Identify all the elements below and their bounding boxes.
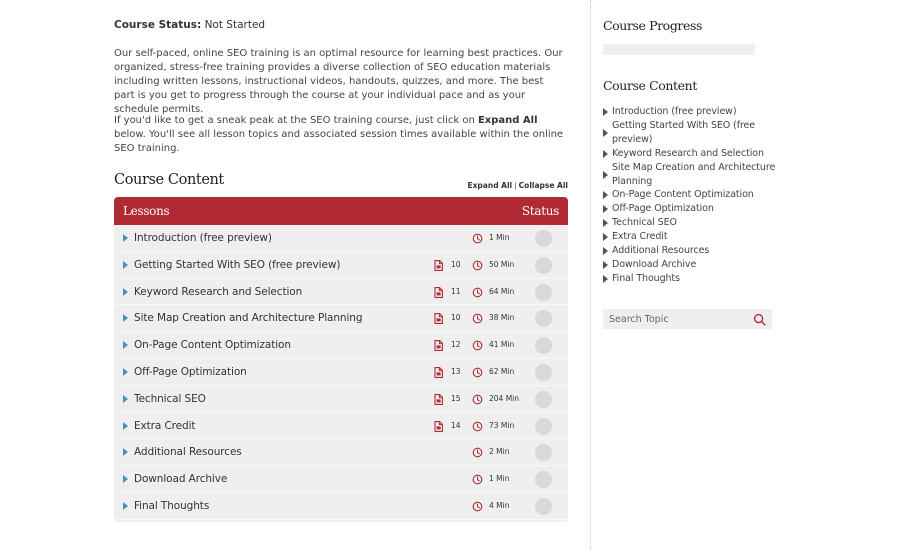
clock-icon	[472, 501, 483, 512]
lesson-title[interactable]: Additional Resources	[134, 446, 242, 459]
status-circle-icon	[535, 230, 552, 247]
document-count: 14	[451, 420, 461, 430]
course-content-title: Course Content	[114, 172, 224, 188]
lesson-row[interactable]	[114, 225, 568, 252]
lesson-row[interactable]	[114, 359, 568, 386]
status-circle-icon	[535, 257, 552, 274]
lesson-title[interactable]: Keyword Research and Selection	[134, 285, 303, 298]
sidebar-topic-item[interactable]	[603, 272, 781, 286]
expand-triangle-icon[interactable]	[123, 475, 128, 483]
status-circle-icon	[535, 444, 552, 461]
lesson-title[interactable]: Final Thoughts	[134, 499, 210, 512]
sidebar-topic-label[interactable]: Extra Credit	[612, 231, 668, 243]
expand-triangle-icon[interactable]	[123, 341, 128, 349]
lesson-duration: 62 Min	[489, 366, 515, 376]
instructions-paragraph	[114, 114, 564, 156]
sidebar-topic-label[interactable]: Off-Page Optimization	[612, 203, 714, 215]
search-icon[interactable]	[753, 313, 766, 326]
collapse-all-link[interactable]: Collapse All	[518, 181, 568, 190]
column-divider	[590, 0, 591, 550]
sidebar-topic-item[interactable]	[603, 244, 781, 258]
lesson-duration: 4 Min	[489, 500, 510, 510]
lesson-title[interactable]: Getting Started With SEO (free preview)	[134, 258, 341, 271]
sidebar-topic-item[interactable]	[603, 230, 781, 244]
document-count: 10	[451, 313, 461, 323]
clock-icon	[472, 340, 483, 351]
lesson-title[interactable]: Technical SEO	[134, 392, 206, 405]
sidebar-topic-item[interactable]	[603, 188, 781, 202]
intro-paragraph: Our self-paced, online SEO training is an optimal resource for learning best practices. Our organized, stress-free training provides a diverse collection of SEO education materials including written lessons, instructional videos, handouts, quizzes, and more. The best part is you get to progress through the course at your individual pace and as your schedule permits.	[114, 48, 563, 115]
clock-icon	[472, 233, 483, 244]
document-icon	[434, 313, 443, 324]
sidebar-topic-item[interactable]	[603, 216, 781, 230]
status-circle-icon	[535, 498, 552, 515]
sidebar-topic-label[interactable]: Introduction (free preview)	[612, 106, 737, 117]
lesson-row[interactable]	[114, 279, 568, 306]
document-icon	[434, 340, 443, 351]
link-separator: |	[514, 181, 517, 190]
lesson-row[interactable]	[114, 466, 568, 493]
expand-triangle-icon[interactable]	[123, 395, 128, 403]
document-count: 11	[451, 286, 461, 296]
clock-icon	[472, 287, 483, 298]
lesson-title[interactable]: Download Archive	[134, 473, 228, 486]
lesson-duration: 1 Min	[489, 474, 510, 484]
sidebar-topic-item[interactable]	[603, 258, 781, 272]
clock-icon	[472, 313, 483, 324]
lesson-duration: 64 Min	[489, 286, 515, 296]
clock-icon	[472, 260, 483, 271]
lesson-duration: 73 Min	[489, 420, 515, 430]
expand-collapse-links	[467, 181, 568, 190]
status-circle-icon	[535, 418, 552, 435]
sidebar-topic-item[interactable]	[603, 202, 781, 216]
triangle-right-icon	[603, 247, 608, 255]
instructions-expand-all-text: Expand All	[477, 115, 538, 126]
document-count: 13	[451, 366, 461, 376]
header-status: Status	[521, 204, 559, 218]
sidebar-content-title: Course Content	[603, 78, 697, 93]
lesson-row[interactable]	[114, 439, 568, 466]
sidebar-topic-list	[603, 105, 781, 286]
expand-triangle-icon[interactable]	[123, 502, 128, 510]
search-box	[603, 309, 772, 329]
triangle-right-icon	[603, 171, 608, 179]
lesson-title[interactable]: Introduction (free preview)	[134, 232, 272, 244]
document-count: 10	[451, 259, 461, 269]
document-count: 15	[451, 393, 461, 403]
lesson-row[interactable]	[114, 252, 568, 279]
lesson-duration: 1 Min	[489, 233, 510, 242]
triangle-right-icon	[603, 261, 608, 269]
status-circle-icon	[535, 337, 552, 354]
course-status-value: Not Started	[204, 19, 266, 31]
lesson-row[interactable]	[114, 305, 568, 332]
expand-triangle-icon[interactable]	[123, 234, 128, 242]
instructions-text-end: below. You'll see all lesson topics and associated session times available within the online SEO training.	[114, 129, 564, 154]
sidebar-topic-item[interactable]	[603, 147, 781, 161]
triangle-right-icon	[603, 150, 608, 158]
lesson-duration: 38 Min	[489, 313, 515, 323]
clock-icon	[472, 447, 483, 458]
lesson-duration: 2 Min	[489, 447, 510, 457]
clock-icon	[472, 421, 483, 432]
expand-triangle-icon[interactable]	[123, 368, 128, 376]
lesson-title[interactable]: On-Page Content Optimization	[134, 339, 291, 352]
lesson-row[interactable]	[114, 493, 568, 520]
sidebar-topic-label[interactable]: Site Map Creation and Architecture Planning	[612, 161, 776, 187]
lessons-table-body	[114, 225, 568, 522]
document-count: 12	[451, 340, 461, 350]
triangle-right-icon	[603, 233, 608, 241]
lesson-title[interactable]: Site Map Creation and Architecture Planning	[134, 312, 363, 325]
document-icon	[434, 394, 443, 405]
lesson-title[interactable]: Off-Page Optimization	[134, 365, 247, 378]
lesson-row[interactable]	[114, 332, 568, 359]
header-lessons: Lessons	[123, 204, 170, 218]
instructions-text-start: If you'd like to get a sneak peak at the SEO training course, just click on	[114, 115, 478, 126]
clock-icon	[472, 367, 483, 378]
expand-triangle-icon[interactable]	[123, 314, 128, 322]
status-circle-icon	[535, 284, 552, 301]
lesson-row[interactable]	[114, 413, 568, 440]
expand-triangle-icon[interactable]	[123, 448, 128, 456]
document-icon	[434, 421, 443, 432]
sidebar-topic-label[interactable]: Download Archive	[612, 258, 697, 270]
document-icon	[434, 367, 443, 378]
status-circle-icon	[535, 364, 552, 381]
search-input[interactable]	[609, 311, 749, 327]
document-icon	[434, 287, 443, 298]
lesson-row[interactable]	[114, 386, 568, 413]
triangle-right-icon	[603, 129, 608, 137]
document-icon	[434, 260, 443, 271]
course-status-label: Course Status:	[114, 19, 202, 31]
course-progress-bar	[603, 44, 755, 55]
sidebar-topic-item[interactable]	[603, 105, 781, 119]
lessons-table-header	[114, 197, 568, 225]
status-circle-icon	[535, 310, 552, 327]
course-progress-title: Course Progress	[603, 18, 703, 33]
triangle-right-icon	[603, 275, 608, 283]
sidebar-topic-label[interactable]: Final Thoughts	[612, 272, 680, 284]
clock-icon	[472, 394, 483, 405]
lesson-duration: 204 Min	[489, 393, 520, 403]
expand-triangle-icon[interactable]	[123, 261, 128, 269]
triangle-right-icon	[603, 108, 608, 116]
lessons-table	[114, 197, 568, 522]
expand-all-link[interactable]: Expand All	[467, 181, 513, 190]
expand-triangle-icon[interactable]	[123, 288, 128, 296]
clock-icon	[472, 474, 483, 485]
lesson-duration: 50 Min	[489, 259, 515, 269]
triangle-right-icon	[603, 191, 608, 199]
sidebar-topic-item[interactable]	[603, 161, 781, 189]
lesson-duration: 41 Min	[489, 340, 515, 350]
sidebar-topic-label[interactable]: Technical SEO	[612, 217, 677, 229]
expand-triangle-icon[interactable]	[123, 422, 128, 430]
triangle-right-icon	[603, 205, 608, 213]
course-status	[114, 19, 265, 31]
sidebar-topic-label[interactable]: Additional Resources	[612, 245, 710, 257]
sidebar-topic-item[interactable]	[603, 119, 781, 147]
sidebar-topic-label[interactable]: Keyword Research and Selection	[612, 147, 764, 159]
status-circle-icon	[535, 391, 552, 408]
sidebar-topic-label[interactable]: Getting Started With SEO (free preview)	[612, 119, 756, 145]
lesson-title[interactable]: Extra Credit	[134, 419, 196, 432]
sidebar-topic-label[interactable]: On-Page Content Optimization	[612, 189, 754, 201]
status-circle-icon	[535, 471, 552, 488]
triangle-right-icon	[603, 219, 608, 227]
